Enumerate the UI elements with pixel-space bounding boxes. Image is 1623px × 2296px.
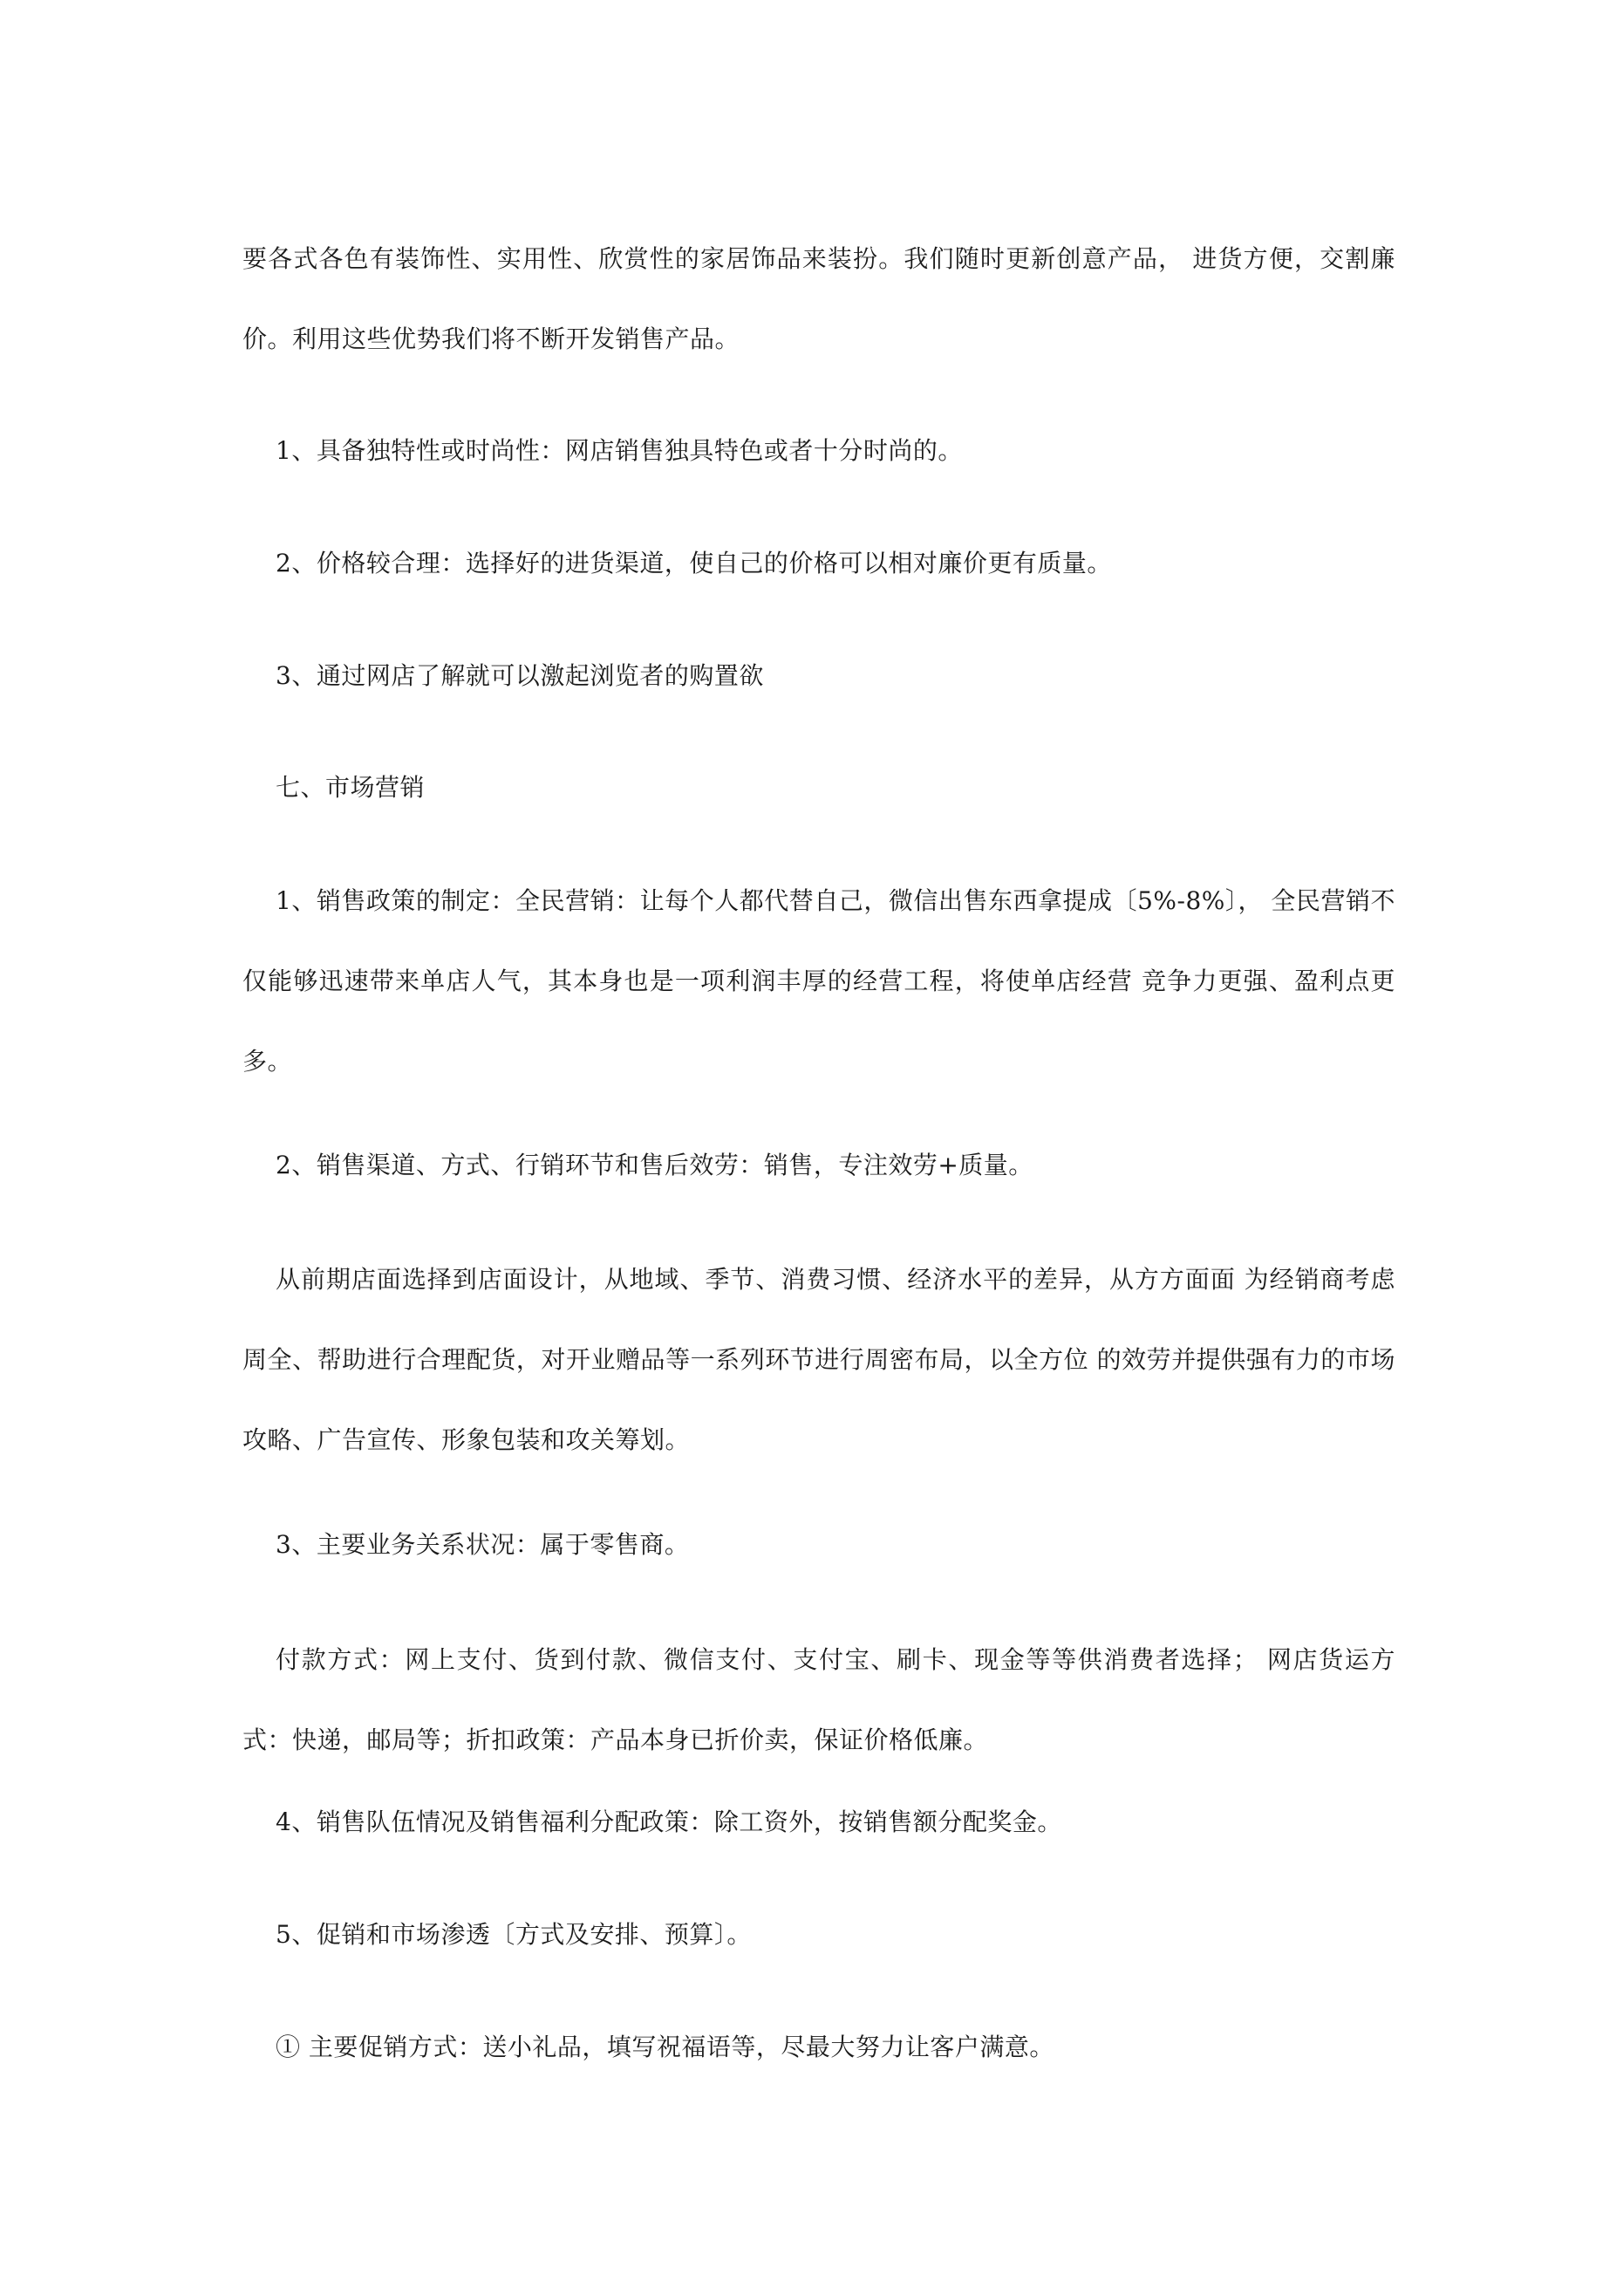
- paragraph-sales-team: 4、销售队伍情况及销售福利分配政策：除工资外，按销售额分配奖金。: [276, 1807, 1062, 1836]
- paragraph-promotion: 5、促销和市场渗透〔方式及安排、预算〕。: [276, 1920, 752, 1949]
- paragraph-item-2-price: 2、价格较合理：选择好的进货渠道，使自己的价格可以相对廉价更有质量。: [276, 549, 1112, 577]
- paragraph-item-3-desire: 3、通过网店了解就可以激起浏览者的购置欲: [276, 661, 764, 690]
- paragraph-store-planning: 从前期店面选择到店面设计，从地域、季节、消费习惯、经济水平的差异，从方方面面 为经销商考虑周全、帮助进行合理配货，对开业赠品等一系列环节进行周密布局，以全方位 的效劳并提供强有力的市场攻略、广告宣传、形象包装和攻关筹划。: [242, 1265, 1395, 1454]
- paragraph-sales-channels: 2、销售渠道、方式、行销环节和售后效劳：销售，专注效劳+质量。: [276, 1151, 1033, 1179]
- paragraph-intro-continued: 要各式各色有装饰性、实用性、欣赏性的家居饰品来装扮。我们随时更新创意产品， 进货方便，交割廉价。利用这些优势我们将不断开发销售产品。: [242, 244, 1395, 353]
- paragraph-promotion-methods: ① 主要促销方式：送小礼品，填写祝福语等，尽最大努力让客户满意。: [276, 2033, 1054, 2061]
- paragraph-item-1-uniqueness: 1、具备独特性或时尚性：网店销售独具特色或者十分时尚的。: [276, 436, 963, 465]
- paragraph-business-relations: 3、主要业务关系状况：属于零售商。: [276, 1530, 690, 1559]
- paragraph-sales-policy: 1、销售政策的制定：全民营销：让每个人都代替自己，微信出售东西拿提成〔5%-8%〕， 全民营销不仅能够迅速带来单店人气，其本身也是一项利润丰厚的经营工程，将使单店经营 竞争力更强、盈利点更多。: [242, 886, 1395, 1076]
- paragraph-payment-methods: 付款方式：网上支付、货到付款、微信支付、支付宝、刷卡、现金等等供消费者选择； 网店货运方式：快递，邮局等；折扣政策：产品本身已折价卖，保证价格低廉。: [242, 1645, 1395, 1754]
- section-heading-marketing: 七、市场营销: [276, 773, 426, 802]
